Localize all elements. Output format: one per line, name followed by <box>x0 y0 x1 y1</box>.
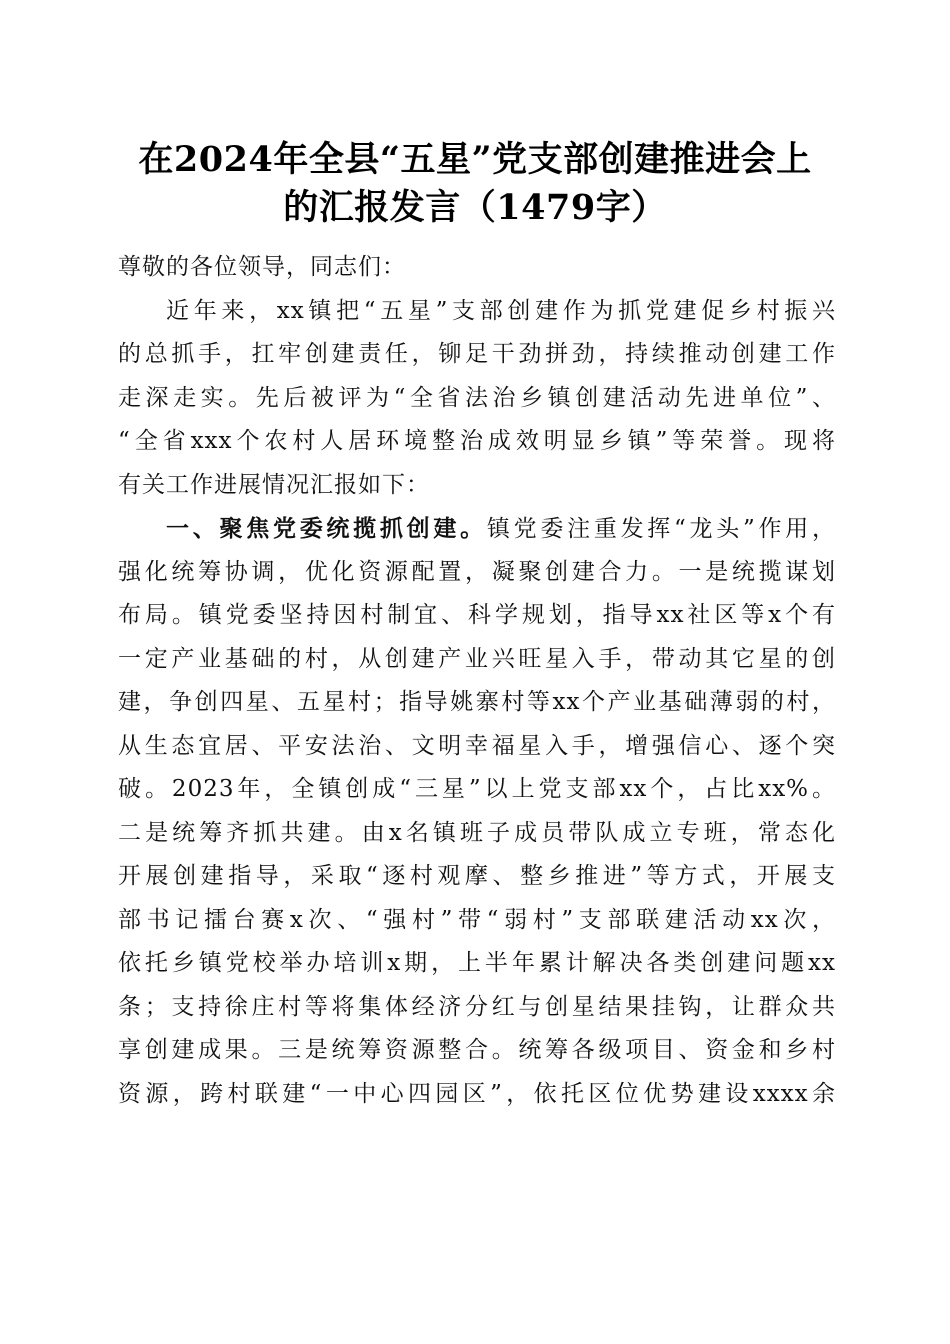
paragraph-line: 部书记擂台赛x次、“强村”带“弱村”支部联建活动xx次， <box>118 906 836 933</box>
paragraph-line: 二是统筹齐抓共建。由x名镇班子成员带队成立专班，常态化 <box>118 819 836 846</box>
paragraph-line: 条；支持徐庄村等将集体经济分红与创星结果挂钩，让群众共 <box>118 993 836 1020</box>
salutation: 尊敬的各位领导，同志们： <box>118 254 406 280</box>
paragraph-line: 近年来，xx镇把“五星”支部创建作为抓党建促乡村振兴 <box>166 297 836 324</box>
paragraph-line: 资源，跨村联建“一中心四园区”，依托区位优势建设xxxx余 <box>118 1080 836 1107</box>
section-1-first-line <box>118 507 836 551</box>
paragraph-line: “全省xxx个农村人居环境整治成效明显乡镇”等荣誉。现将 <box>118 428 836 454</box>
paragraph-line: 破。2023年，全镇创成“三星”以上党支部xx个，占比xx%。 <box>118 776 836 802</box>
section-1-first-line-text: 镇党委注重发挥“龙头”作用， <box>486 516 836 542</box>
document-body <box>118 246 836 1116</box>
title-line-2: 的汇报发言（1479字） <box>283 187 667 228</box>
paragraph-line: 建，争创四星、五星村；指导姚寨村等xx个产业基础薄弱的村， <box>118 689 836 715</box>
paragraph-line: 从生态宜居、平安法治、文明幸福星入手，增强信心、逐个突 <box>118 732 836 759</box>
paragraph-line: 布局。镇党委坚持因村制宜、科学规划，指导xx社区等x个有 <box>118 602 836 628</box>
paragraph-line: 依托乡镇党校举办培训x期，上半年累计解决各类创建问题xx <box>118 950 836 976</box>
paragraph-line: 享创建成果。三是统筹资源整合。统筹各级项目、资金和乡村 <box>118 1037 836 1063</box>
title-line-1: 在2024年全县“五星”党支部创建推进会上 <box>138 139 812 180</box>
paragraph-line: 开展创建指导，采取“逐村观摩、整乡推进”等方式，开展支 <box>118 863 836 889</box>
paragraph-line: 有关工作进展情况汇报如下： <box>118 471 430 498</box>
paragraph-line: 强化统筹协调，优化资源配置，凝聚创建合力。一是统揽谋划 <box>118 558 836 585</box>
paragraph-line: 的总抓手，扛牢创建责任，铆足干劲拼劲，持续推动创建工作 <box>118 341 836 367</box>
paragraph-line: 走深走实。先后被评为“全省法治乡镇创建活动先进单位”、 <box>118 384 836 411</box>
paragraph-line: 一定产业基础的村，从创建产业兴旺星入手，带动其它星的创 <box>118 645 836 672</box>
section-1-heading: 一、聚焦党委统揽抓创建。 <box>166 515 487 542</box>
document-title <box>100 136 850 232</box>
